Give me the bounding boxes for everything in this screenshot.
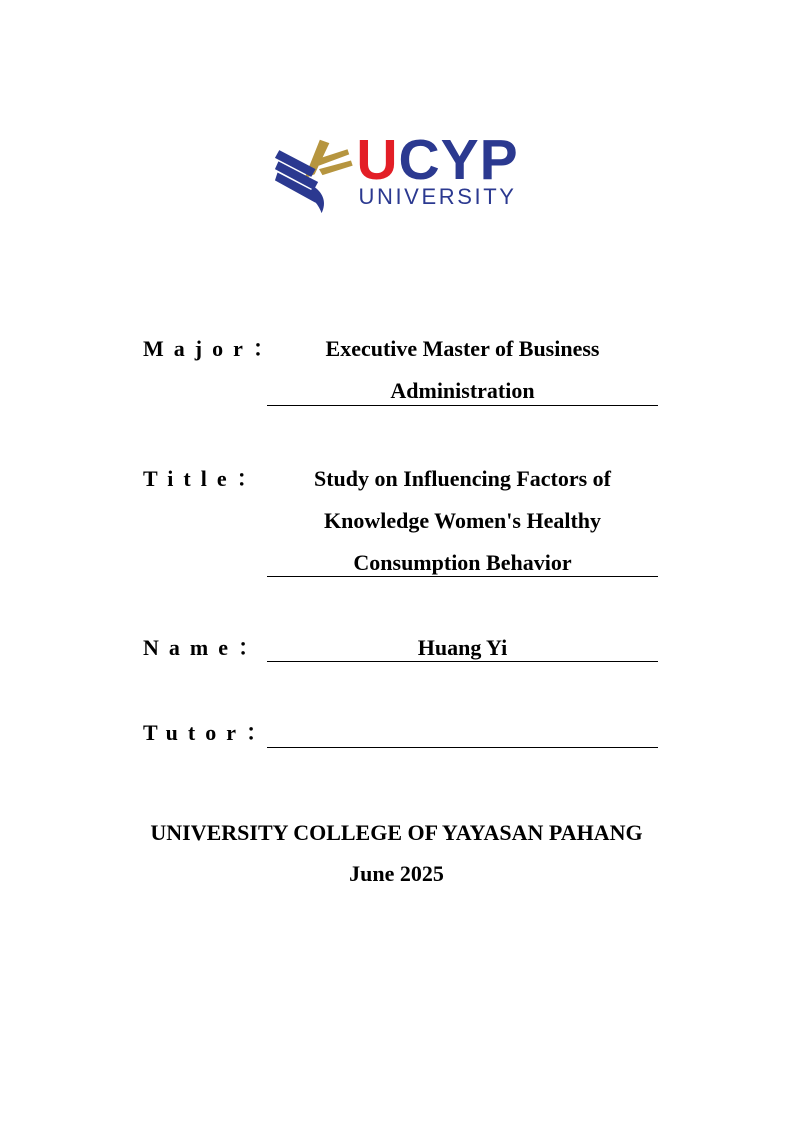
title-label [143, 467, 259, 491]
title-field [267, 458, 658, 577]
name-label-text: Name [143, 635, 238, 660]
title-value-line-1: Study on Influencing Factors of [313, 466, 612, 491]
title-label-text: Title [143, 466, 237, 491]
name-value: Huang Yi [417, 635, 508, 660]
cover-date: June 2025 [349, 861, 444, 886]
wordmark-letter-u: U [356, 128, 399, 192]
institution-name: UNIVERSITY COLLEGE OF YAYASAN PAHANG [150, 820, 643, 845]
major-value-line-1: Executive Master of Business [325, 336, 600, 361]
name-colon: ： [237, 635, 260, 660]
ucyp-wordmark [356, 128, 519, 192]
major-colon: ： [252, 336, 275, 361]
title-colon: ： [236, 466, 259, 491]
title-value-line-2: Knowledge Women's Healthy [323, 508, 602, 533]
tutor-colon: ： [245, 720, 268, 745]
major-value-line-2: Administration [390, 378, 535, 403]
ucyp-logo-text [356, 128, 519, 209]
tutor-value [267, 721, 658, 747]
tutor-label [143, 721, 268, 745]
major-label [143, 337, 275, 361]
wordmark-letters-cyp: CYP [398, 128, 519, 192]
ucyp-emblem-icon [274, 138, 352, 214]
tutor-field [267, 721, 658, 748]
tutor-label-text: Tutor [143, 720, 246, 745]
ucyp-logo [274, 128, 519, 214]
ucyp-university-subtitle: UNIVERSITY [358, 184, 517, 209]
title-value-line-3: Consumption Behavior [353, 550, 572, 575]
name-field [267, 635, 658, 662]
major-field [267, 328, 658, 406]
major-label-text: Major [143, 336, 253, 361]
name-label [143, 636, 260, 660]
